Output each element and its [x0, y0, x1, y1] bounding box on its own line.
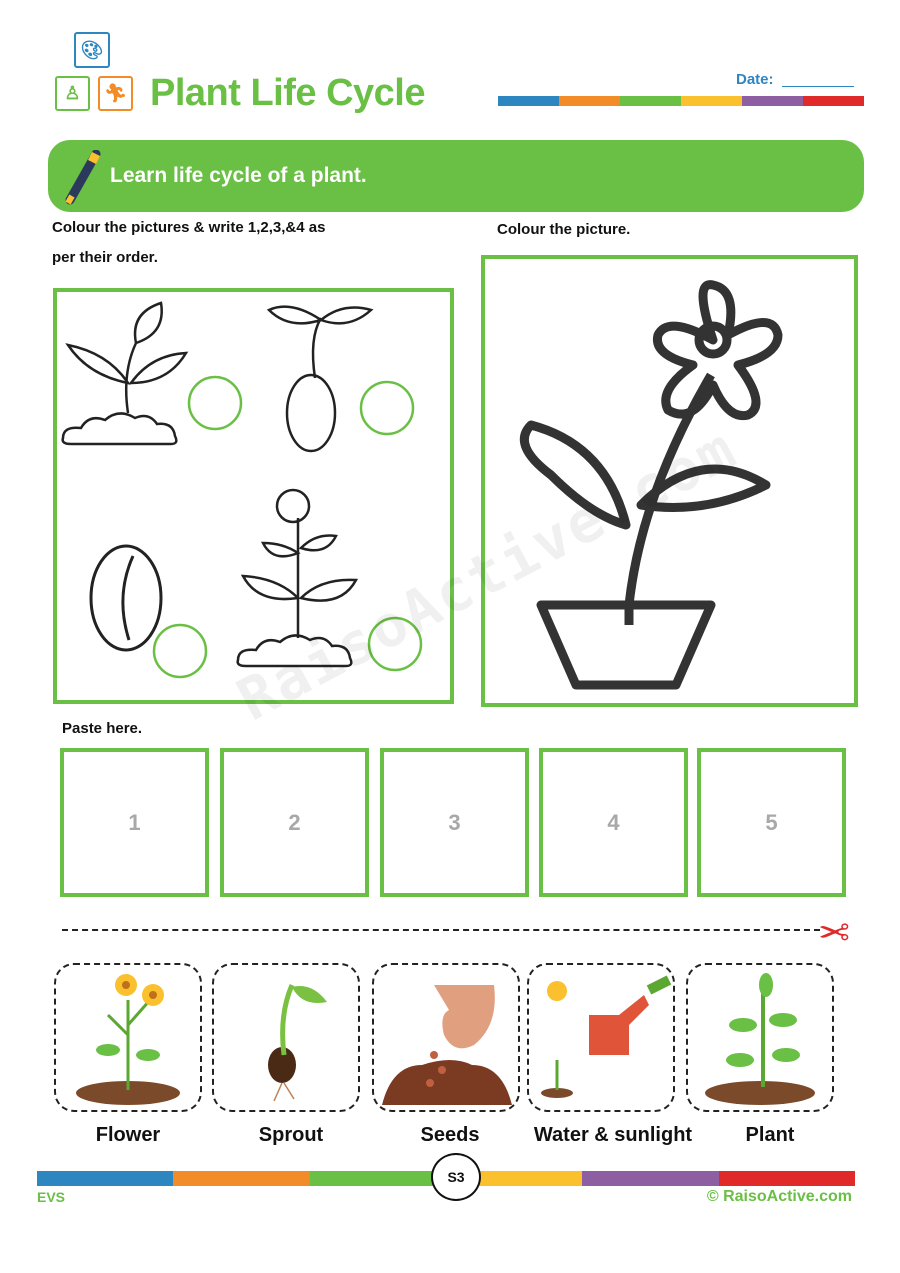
- palette-icon: 🎨︎: [74, 32, 110, 68]
- running-child-icon: 🏃︎: [98, 76, 133, 111]
- page-number: S3: [431, 1153, 481, 1201]
- date-label: Date:: [736, 71, 774, 88]
- answer-circle-1: [189, 377, 241, 429]
- paste-box-3[interactable]: 3: [380, 748, 529, 897]
- card-flower[interactable]: [54, 963, 202, 1112]
- card-water-sunlight[interactable]: [527, 963, 675, 1112]
- scissors-icon: ✂: [818, 909, 850, 951]
- card-label-sprout: Sprout: [258, 1124, 324, 1146]
- watermark: RaisoActive.com: [226, 413, 748, 735]
- sprout-image: [214, 965, 358, 1110]
- card-label-seeds: Seeds: [420, 1124, 480, 1146]
- card-label-plant: Plant: [745, 1124, 795, 1146]
- seeds-image: [374, 965, 518, 1110]
- instruction-left-line1: Colour the pictures & write 1,2,3,&4 as: [52, 219, 326, 236]
- header-color-bar: [498, 96, 864, 106]
- paste-box-4[interactable]: 4: [539, 748, 688, 897]
- paste-label: Paste here.: [62, 720, 143, 737]
- paste-box-1[interactable]: 1: [60, 748, 209, 897]
- flower-image: [56, 965, 200, 1110]
- bean-seed-drawing: [91, 546, 161, 650]
- plant-image: [688, 965, 832, 1110]
- copyright: © RaisoActive.com: [706, 1188, 852, 1205]
- answer-circle-2: [361, 382, 413, 434]
- paste-box-5[interactable]: 5: [697, 748, 846, 897]
- date-field[interactable]: [782, 86, 854, 87]
- card-label-water-sunlight: Water & sunlight: [533, 1124, 693, 1146]
- reading-child-icon: ♙: [55, 76, 90, 111]
- paste-box-2[interactable]: 2: [220, 748, 369, 897]
- card-sprout[interactable]: [212, 963, 360, 1112]
- marker-pen-icon: [62, 150, 102, 206]
- instruction-right: Colour the picture.: [497, 221, 631, 238]
- seedling-drawing: [63, 303, 186, 444]
- banner-text: Learn life cycle of a plant.: [110, 164, 367, 187]
- subject-label: EVS: [37, 1189, 66, 1205]
- card-plant[interactable]: [686, 963, 834, 1112]
- card-label-flower: Flower: [95, 1124, 161, 1146]
- instruction-left-line2: per their order.: [52, 249, 158, 266]
- card-seeds[interactable]: [372, 963, 520, 1112]
- cut-line: [62, 929, 820, 931]
- page-title: Plant Life Cycle: [150, 72, 425, 114]
- answer-circle-3: [154, 625, 206, 677]
- sprouting-seed-drawing: [269, 307, 371, 451]
- water-sunlight-image: [529, 965, 673, 1110]
